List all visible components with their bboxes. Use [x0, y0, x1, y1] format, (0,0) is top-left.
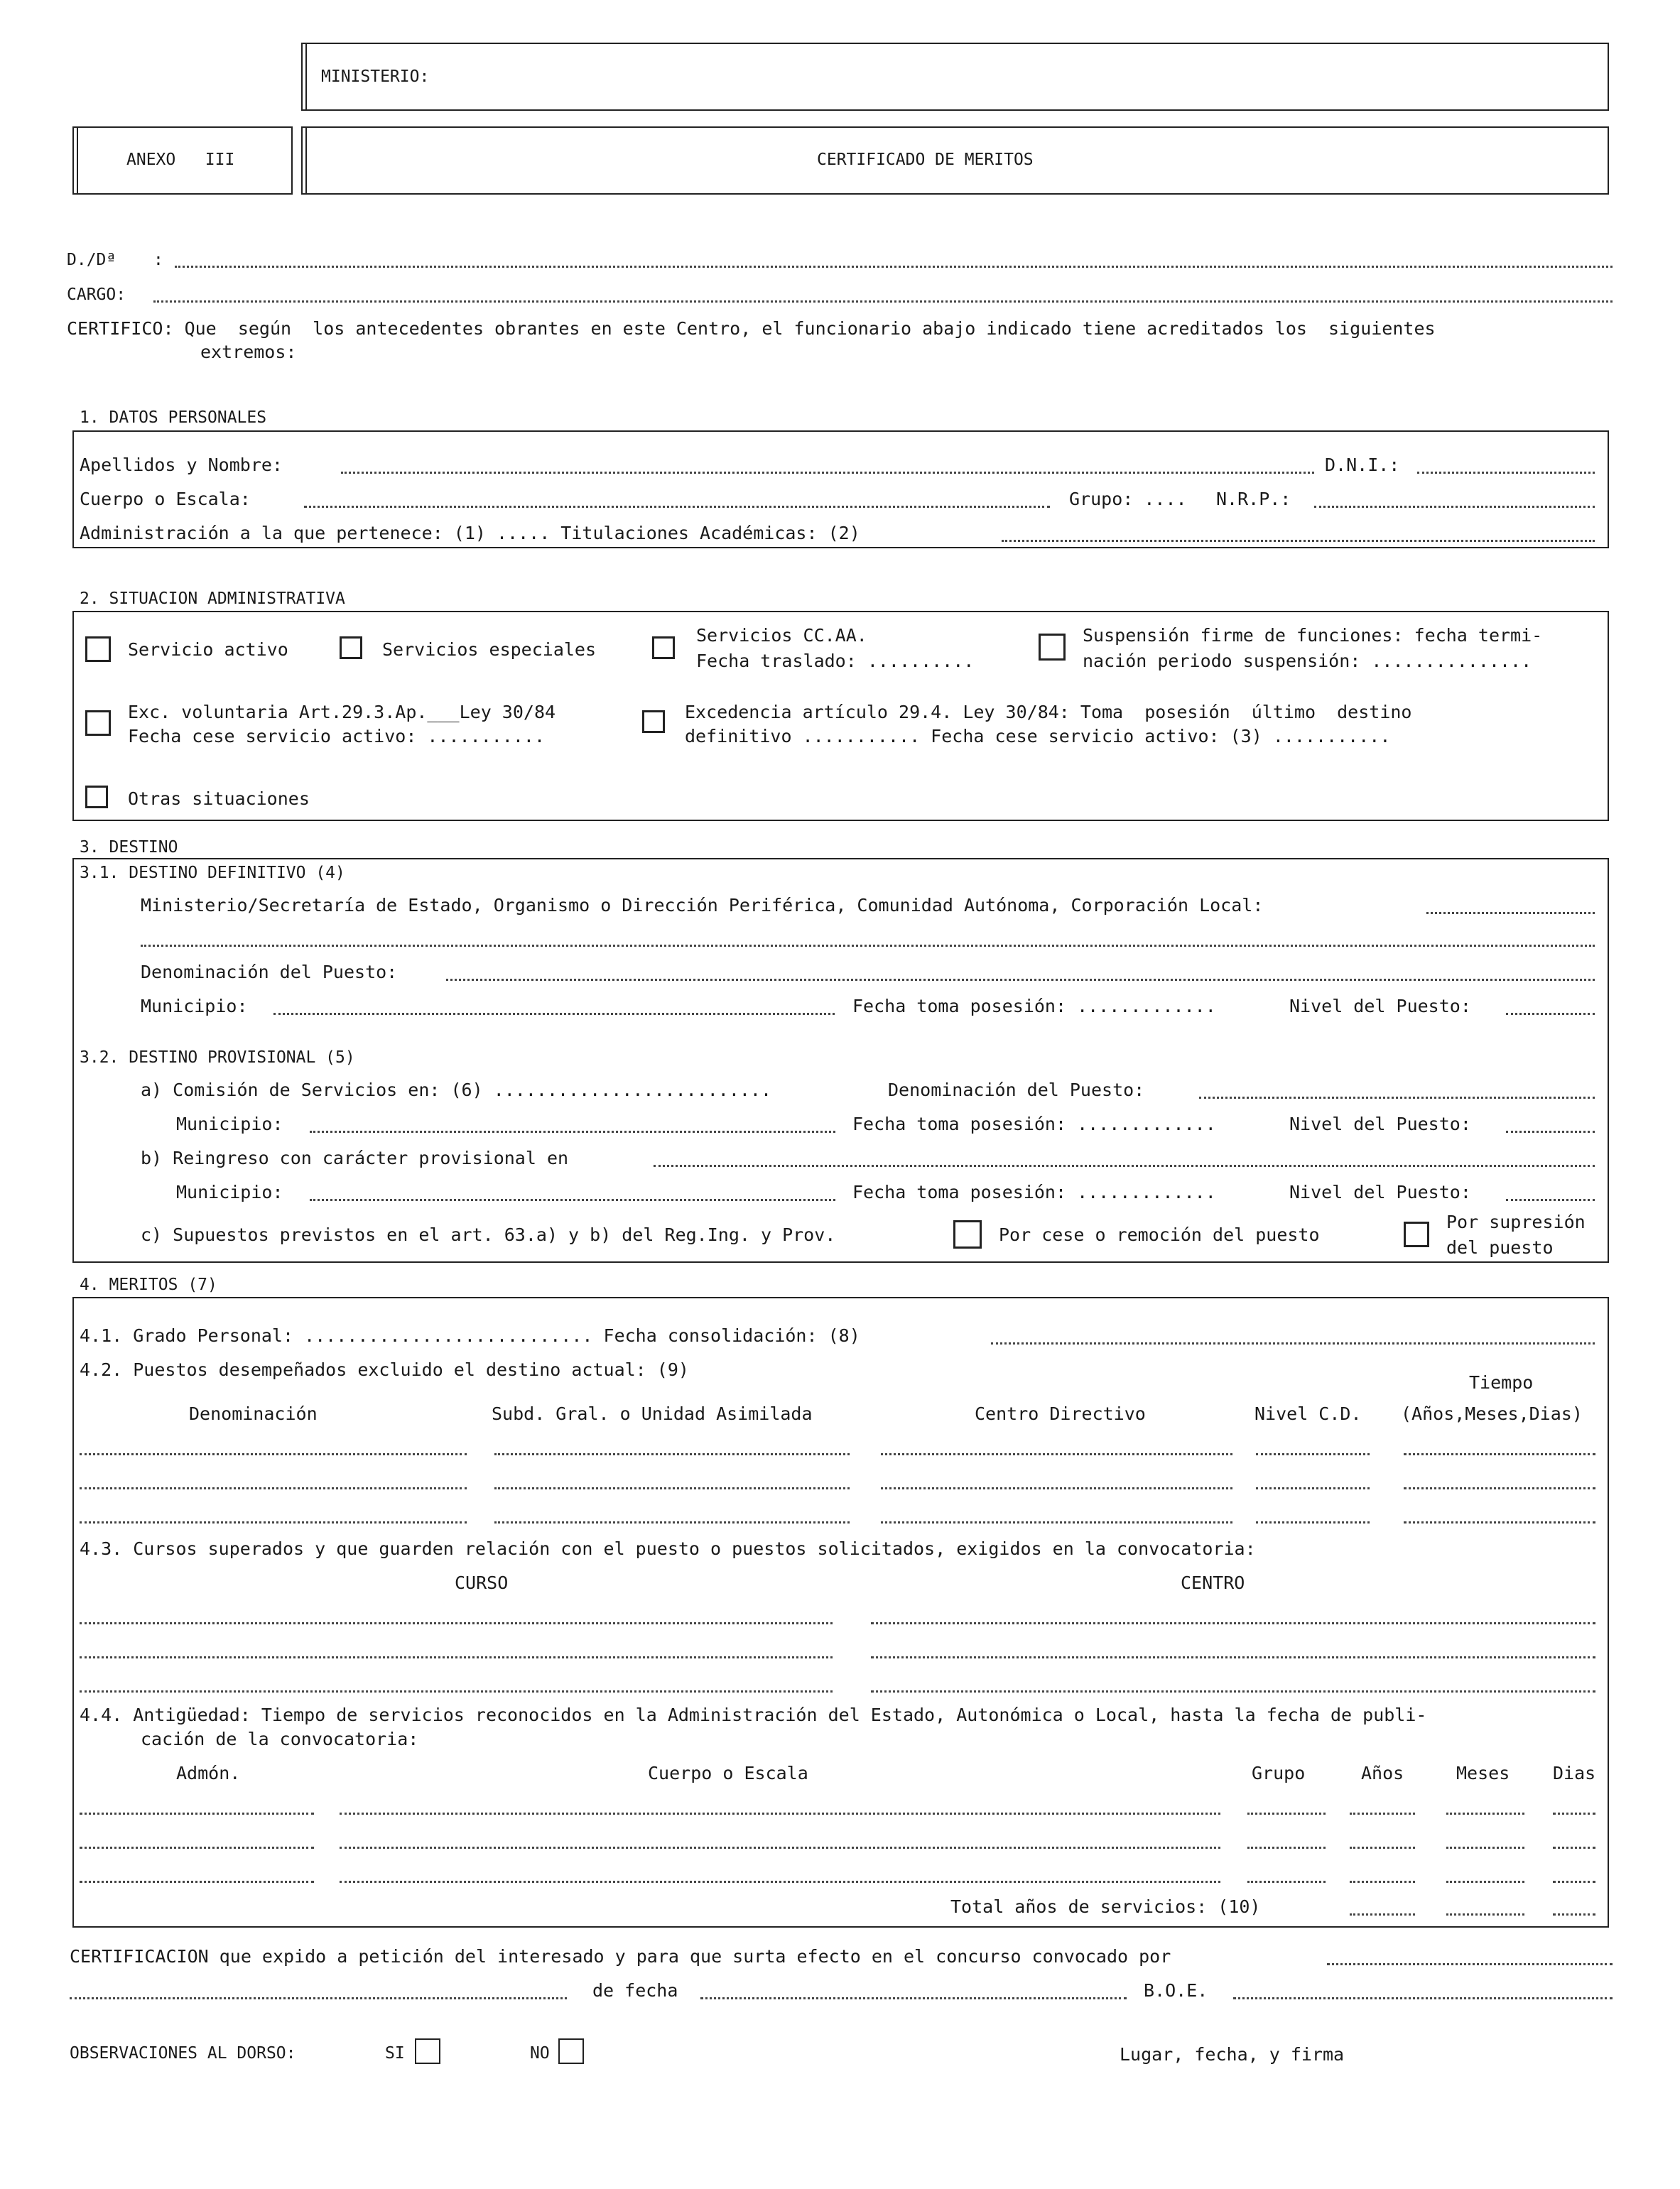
excedencia-checkbox[interactable]: [642, 710, 665, 733]
col-cuerpo: Cuerpo o Escala: [648, 1763, 808, 1783]
s4-title: 4. MERITOS (7): [80, 1276, 217, 1294]
supresion-line-1: Por supresión: [1446, 1212, 1586, 1232]
comision-label: a) Comisión de Servicios en: (6) ..........................: [141, 1080, 772, 1100]
puesto-row-2-field-5: [1404, 1487, 1595, 1489]
suspension-line-1: Suspensión firme de funciones: fecha termi-: [1083, 625, 1543, 646]
antiguedad-row-1-field-1: [80, 1813, 314, 1815]
col-denominacion: Denominación: [189, 1403, 318, 1424]
supresion-line-2: del puesto: [1446, 1237, 1554, 1258]
curso-row-3-field-1: [80, 1690, 833, 1693]
nrp-dots: [1314, 506, 1595, 508]
exc-voluntaria-checkbox[interactable]: [85, 710, 111, 736]
boe-dots: [1233, 1997, 1613, 1999]
dd-dots: [175, 266, 1613, 268]
puesto-row-1-field-2: [494, 1453, 850, 1455]
si-checkbox[interactable]: [415, 2038, 440, 2064]
dni-dots: [1417, 472, 1595, 474]
col-tiempo-2: (Años,Meses,Dias): [1401, 1403, 1583, 1424]
total-meses-dots: [1446, 1913, 1524, 1916]
comision-denominacion-label: Denominación del Puesto:: [888, 1080, 1145, 1100]
destino-provisional-title: 3.2. DESTINO PROVISIONAL (5): [80, 1048, 355, 1067]
antiguedad-row-1-field-4: [1350, 1813, 1415, 1815]
grado-label: 4.1. Grado Personal: ........................... Fecha consolidación: (8): [80, 1325, 860, 1346]
col-nivel: Nivel C.D.: [1254, 1403, 1362, 1424]
apellidos-label: Apellidos y Nombre:: [80, 455, 283, 475]
comision-denominacion-dots: [1199, 1097, 1595, 1099]
antiguedad-row-1-field-5: [1446, 1813, 1524, 1815]
servicio-activo-label: Servicio activo: [128, 639, 288, 660]
curso-row-3-field-2: [871, 1690, 1595, 1693]
certificacion-dots-2: [70, 1997, 567, 1999]
lugar-fecha-firma: Lugar, fecha, y firma: [1120, 2044, 1345, 2065]
grupo-label: Grupo: ....: [1069, 489, 1187, 509]
si-label: SI: [385, 2044, 405, 2063]
def-municipio-dots: [273, 1013, 835, 1015]
cese-checkbox[interactable]: [953, 1220, 982, 1249]
servicios-especiales-label: Servicios especiales: [382, 639, 597, 660]
col-anos: Años: [1361, 1763, 1404, 1783]
dd-colon: :: [153, 251, 163, 269]
cargo-dots: [153, 300, 1613, 303]
antiguedad-row-2-field-3: [1247, 1847, 1326, 1849]
excedencia-line-2: definitivo ........... Fecha cese servicio activo: (3) ...........: [685, 726, 1391, 746]
col-dias: Dias: [1553, 1763, 1596, 1783]
servicio-activo-checkbox[interactable]: [85, 636, 111, 662]
def-municipio-label: Municipio:: [141, 996, 248, 1016]
cese-label: Por cese o remoción del puesto: [999, 1224, 1320, 1245]
curso-row-1-field-2: [871, 1622, 1595, 1624]
ministerio-line: Ministerio/Secretaría de Estado, Organismo o Dirección Periférica, Comunidad Autónoma, Corporación Local:: [141, 895, 1264, 916]
antiguedad-row-2-field-4: [1350, 1847, 1415, 1849]
antiguedad-row-3-field-6: [1553, 1881, 1595, 1883]
antiguedad-row-2-field-5: [1446, 1847, 1524, 1849]
s4-box: [72, 1297, 1609, 1928]
certificacion-dots: [1327, 1963, 1613, 1965]
total-anos-dots: [1350, 1913, 1415, 1916]
reingreso-nivel-dots: [1506, 1199, 1595, 1201]
col-grupo: Grupo: [1252, 1763, 1306, 1783]
excedencia-line-1: Excedencia artículo 29.4. Ley 30/84: Toma posesión último destino: [685, 702, 1412, 722]
grado-dots: [991, 1342, 1595, 1345]
antiguedad-line-2: cación de la convocatoria:: [141, 1729, 419, 1749]
puesto-row-2-field-2: [494, 1487, 850, 1489]
puesto-row-1-field-1: [80, 1453, 467, 1455]
puesto-row-3-field-3: [881, 1521, 1232, 1523]
exc-line-1: Exc. voluntaria Art.29.3.Ap.___Ley 30/84: [128, 702, 556, 722]
col-centro: CENTRO: [1181, 1573, 1245, 1593]
ministerio-line-dots: [1426, 912, 1595, 914]
puesto-row-1-field-4: [1256, 1453, 1370, 1455]
comision-nivel-label: Nivel del Puesto:: [1289, 1114, 1471, 1134]
otras-situaciones-label: Otras situaciones: [128, 788, 310, 809]
s1-title: 1. DATOS PERSONALES: [80, 408, 267, 427]
denominacion-dots: [446, 979, 1595, 981]
antiguedad-row-2-field-2: [340, 1847, 1220, 1849]
certificacion-label: CERTIFICACION que expido a petición del interesado y para que surta efecto en el concurso convocado por: [70, 1946, 1171, 1967]
administracion-label: Administración a la que pertenece: (1) ..... Titulaciones Académicas: (2): [80, 523, 860, 543]
ministerio-label: MINISTERIO:: [321, 67, 430, 86]
dd-label: D./Dª: [67, 251, 116, 269]
col-tiempo-1: Tiempo: [1469, 1372, 1534, 1393]
antiguedad-row-3-field-3: [1247, 1881, 1326, 1883]
certifico-line-2: extremos:: [200, 342, 297, 362]
ccaa-line-1: Servicios CC.AA.: [696, 625, 867, 646]
comision-municipio-dots: [310, 1131, 835, 1133]
antiguedad-row-1-field-2: [340, 1813, 1220, 1815]
reingreso-label: b) Reingreso con carácter provisional en: [141, 1148, 569, 1168]
de-fecha-dots: [700, 1997, 1127, 1999]
nrp-label: N.R.P.:: [1216, 489, 1291, 509]
reingreso-municipio-dots: [310, 1199, 835, 1201]
col-admon: Admón.: [176, 1763, 241, 1783]
reingreso-fecha-toma-label: Fecha toma posesión: .............: [852, 1182, 1216, 1202]
reingreso-dots: [654, 1165, 1595, 1167]
otras-situaciones-checkbox[interactable]: [85, 786, 108, 808]
comision-municipio-label: Municipio:: [176, 1114, 283, 1134]
puesto-row-3-field-2: [494, 1521, 850, 1523]
ccaa-line-2: Fecha traslado: ..........: [696, 651, 975, 671]
antiguedad-row-1-field-3: [1247, 1813, 1326, 1815]
comision-fecha-toma-label: Fecha toma posesión: .............: [852, 1114, 1216, 1134]
denominacion-label: Denominación del Puesto:: [141, 962, 398, 982]
apellidos-dots: [341, 472, 1314, 474]
antiguedad-row-2-field-6: [1553, 1847, 1595, 1849]
col-curso: CURSO: [455, 1573, 509, 1593]
antiguedad-row-3-field-1: [80, 1881, 314, 1883]
col-subd: Subd. Gral. o Unidad Asimilada: [492, 1403, 813, 1424]
no-checkbox[interactable]: [558, 2038, 584, 2064]
no-label: NO: [530, 2044, 550, 2063]
antiguedad-row-1-field-6: [1553, 1813, 1595, 1815]
puesto-row-3-field-4: [1256, 1521, 1370, 1523]
antiguedad-line-1: 4.4. Antigüedad: Tiempo de servicios reconocidos en la Administración del Estado, Autonómica o Local, hasta la fecha de publi-: [80, 1705, 1427, 1725]
def-nivel-dots: [1506, 1013, 1595, 1015]
cargo-label: CARGO:: [67, 286, 126, 304]
destino-definitivo-title: 3.1. DESTINO DEFINITIVO (4): [80, 864, 345, 882]
col-centro-directivo: Centro Directivo: [975, 1403, 1146, 1424]
ministerio-line-dots-2: [141, 945, 1595, 947]
comision-nivel-dots: [1506, 1131, 1595, 1133]
cursos-label: 4.3. Cursos superados y que guarden relación con el puesto o puestos solicitados, exigidos en la convocatoria:: [80, 1538, 1256, 1559]
puesto-row-2-field-1: [80, 1487, 467, 1489]
servicios-especiales-checkbox[interactable]: [340, 636, 362, 659]
form-title: CERTIFICADO DE MERITOS: [817, 151, 1034, 169]
antiguedad-row-3-field-4: [1350, 1881, 1415, 1883]
def-fecha-toma-label: Fecha toma posesión: .............: [852, 996, 1216, 1016]
suspension-line-2: nación periodo suspensión: ...............: [1083, 651, 1532, 671]
cuerpo-label: Cuerpo o Escala:: [80, 489, 251, 509]
servicios-ccaa-checkbox[interactable]: [652, 636, 675, 659]
curso-row-1-field-1: [80, 1622, 833, 1624]
curso-row-2-field-1: [80, 1656, 833, 1658]
s2-title: 2. SITUACION ADMINISTRATIVA: [80, 590, 345, 608]
cuerpo-dots: [304, 506, 1050, 508]
antiguedad-row-3-field-5: [1446, 1881, 1524, 1883]
boe-label: B.O.E.: [1144, 1980, 1208, 2001]
reingreso-municipio-label: Municipio:: [176, 1182, 283, 1202]
titulaciones-dots: [1002, 540, 1595, 542]
col-meses: Meses: [1456, 1763, 1510, 1783]
anexo-label: ANEXO III: [126, 151, 235, 169]
supuestos-label: c) Supuestos previstos en el art. 63.a) y b) del Reg.Ing. y Prov.: [141, 1224, 836, 1245]
ministerio-box: [301, 43, 1609, 111]
curso-row-2-field-2: [871, 1656, 1595, 1658]
reingreso-nivel-label: Nivel del Puesto:: [1289, 1182, 1471, 1202]
s3-title: 3. DESTINO: [80, 838, 178, 857]
puesto-row-3-field-5: [1404, 1521, 1595, 1523]
puesto-row-2-field-3: [881, 1487, 1232, 1489]
total-label: Total años de servicios: (10): [950, 1896, 1261, 1917]
puesto-row-3-field-1: [80, 1521, 467, 1523]
puesto-row-1-field-5: [1404, 1453, 1595, 1455]
puesto-row-2-field-4: [1256, 1487, 1370, 1489]
dni-label: D.N.I.:: [1325, 455, 1400, 475]
antiguedad-row-2-field-1: [80, 1847, 314, 1849]
de-fecha-label: de fecha: [592, 1980, 678, 2001]
suspension-checkbox[interactable]: [1039, 634, 1066, 661]
exc-line-2: Fecha cese servicio activo: ...........: [128, 726, 545, 746]
antiguedad-row-3-field-2: [340, 1881, 1220, 1883]
def-nivel-label: Nivel del Puesto:: [1289, 996, 1471, 1016]
puestos-label: 4.2. Puestos desempeñados excluido el destino actual: (9): [80, 1359, 689, 1380]
observaciones-label: OBSERVACIONES AL DORSO:: [70, 2044, 296, 2063]
supresion-checkbox[interactable]: [1404, 1222, 1429, 1247]
puesto-row-1-field-3: [881, 1453, 1232, 1455]
total-dias-dots: [1553, 1913, 1595, 1916]
certifico-line-1: CERTIFICO: Que según los antecedentes obrantes en este Centro, el funcionario abajo indicado tiene acreditados los siguientes: [67, 318, 1436, 339]
